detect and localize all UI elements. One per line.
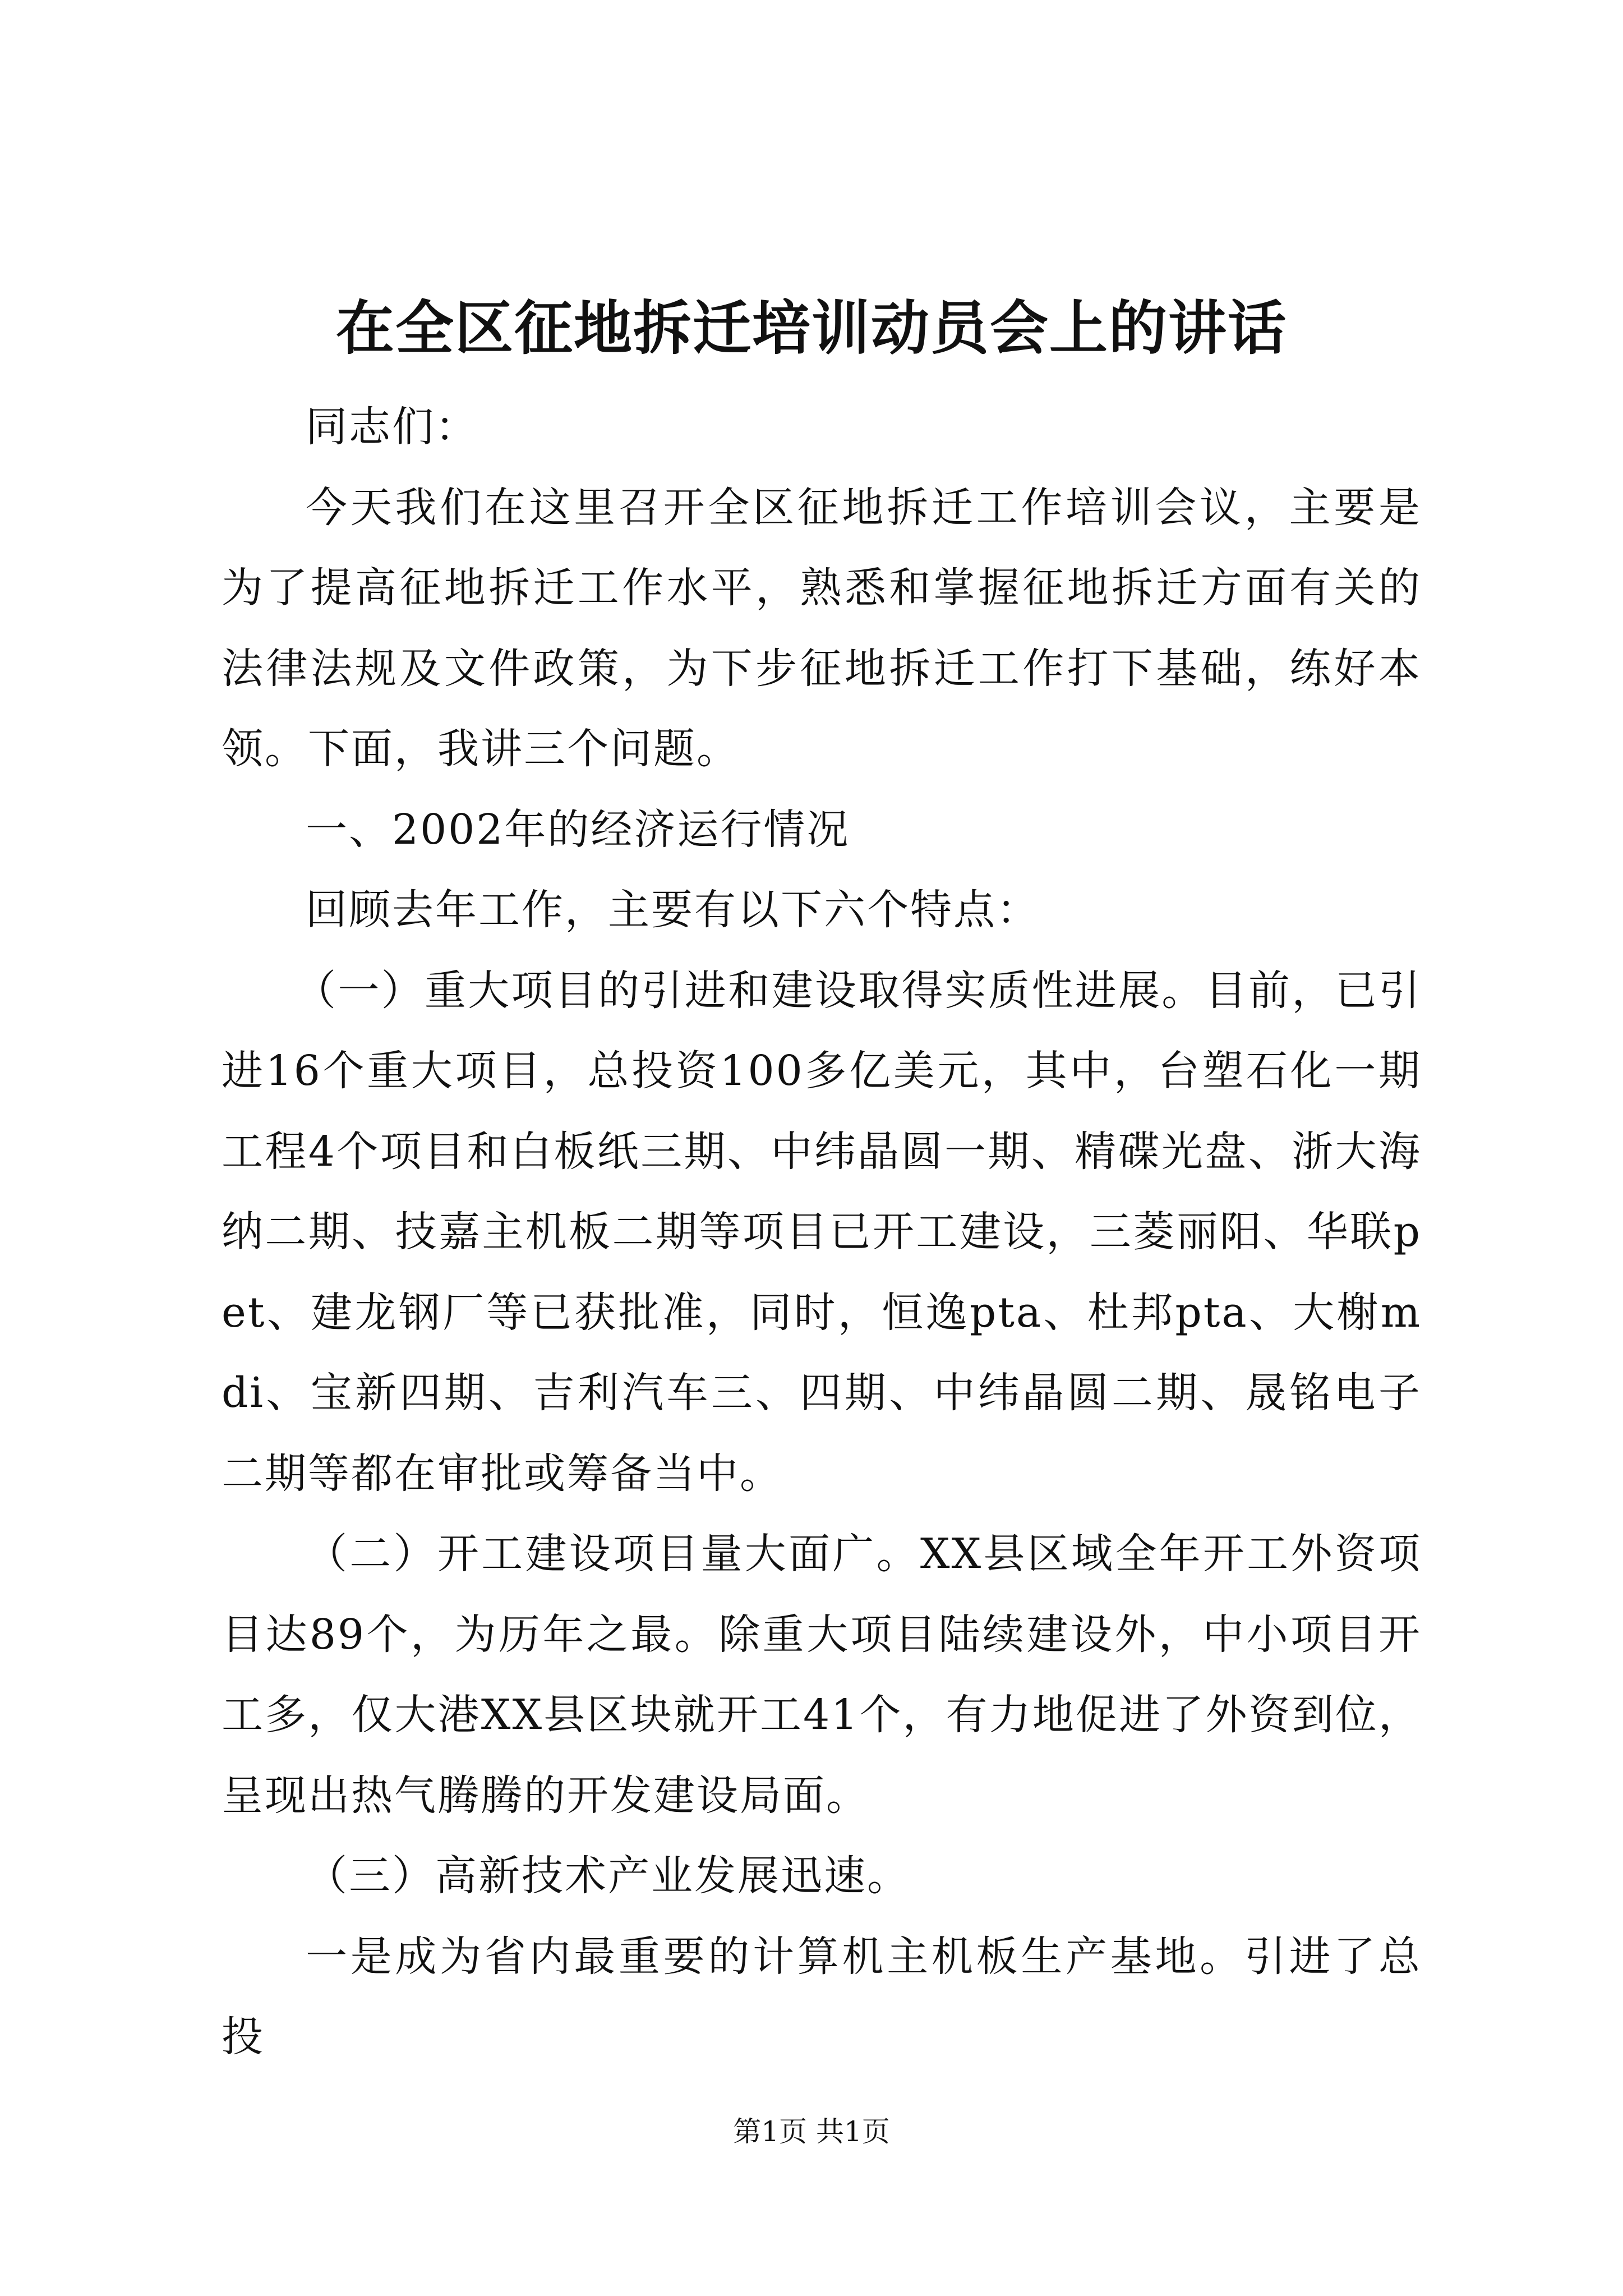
page-footer: 第1页 共1页 <box>733 2115 890 2148</box>
point-3-detail-paragraph: 一是成为省内最重要的计算机主机板生产基地。引进了总投 <box>222 1932 1422 2061</box>
point-2-paragraph: （二）开工建设项目量大面广。XX县区域全年开工外资项目达89个，为历年之最。除重大项目陆续建设外，中小项目开工多，仅大港XX县区块就开工41个，有力地促进了外资到位，呈现出热气腾腾的开发建设局面。 <box>222 1530 1422 1820</box>
document-title: 在全区征地拆迁培训动员会上的讲话 <box>335 293 1287 362</box>
point-1-paragraph: （一）重大项目的引进和建设取得实质性进展。目前，已引进16个重大项目，总投资100多亿美元，其中，台塑石化一期工程4个项目和白板纸三期、中纬晶圆一期、精碟光盘、浙大海纳二期、技嘉主机板二期等项目已开工建设，三菱丽阳、华联pet、建龙钢厂等已获批准，同时，恒逸pta、杜邦pta、大榭mdi、宝新四期、吉利汽车三、四期、中纬晶圆二期、晟铭电子二期等都在审批或筹备当中。 <box>222 966 1422 1498</box>
document-body <box>222 387 1422 2078</box>
point-3-paragraph: （三）高新技术产业发展迅速。 <box>306 1852 910 1900</box>
review-paragraph: 回顾去年工作，主要有以下六个特点： <box>306 886 1040 934</box>
intro-paragraph: 今天我们在这里召开全区征地拆迁工作培训会议，主要是为了提高征地拆迁工作水平，熟悉和掌握征地拆迁方面有关的法律法规及文件政策，为下步征地拆迁工作打下基础，练好本领。下面，我讲三个问题。 <box>222 483 1422 773</box>
section-heading-1: 一、2002年的经济运行情况 <box>306 805 850 854</box>
greeting-paragraph: 同志们： <box>306 403 478 451</box>
